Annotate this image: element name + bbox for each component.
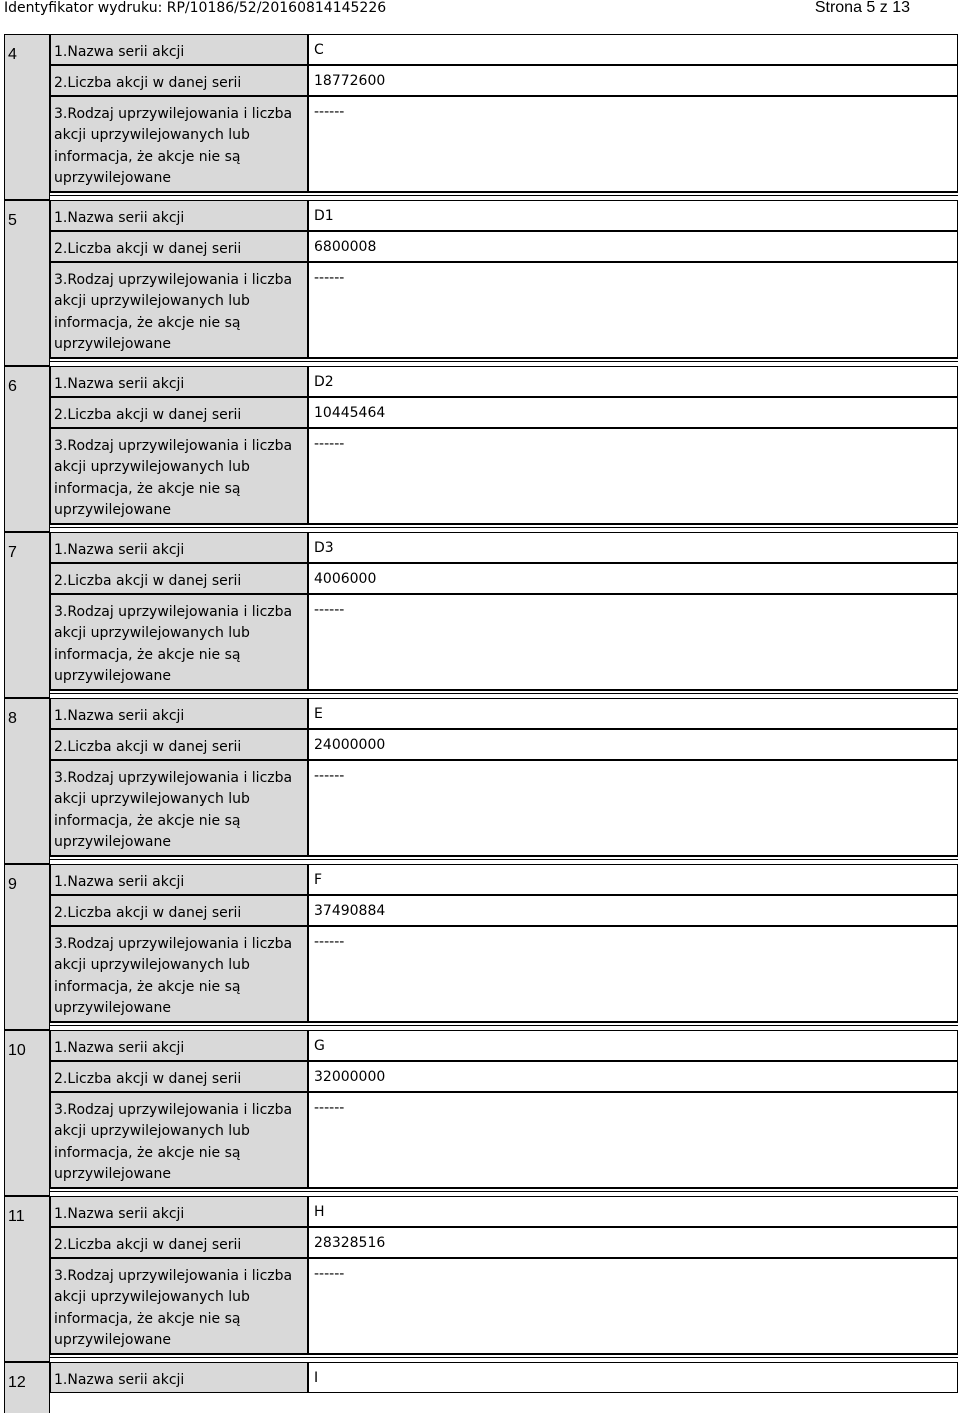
field-label: 2.Liczba akcji w danej serii — [54, 739, 242, 755]
series-name-value: G — [314, 1038, 325, 1054]
field-label: 3.Rodzaj uprzywilejowania i liczba akcji uprzywilejowanych lub informacja, że akcje nie są uprzywilejowane — [54, 604, 293, 684]
field-label-cell — [50, 262, 308, 358]
series-group — [4, 1196, 958, 1362]
series-group — [4, 1362, 958, 1413]
series-number: 8 — [8, 710, 17, 727]
row-separator — [50, 1354, 958, 1358]
field-value-cell — [308, 1227, 958, 1258]
field-label-cell — [50, 1362, 308, 1393]
series-count-row — [50, 1227, 958, 1258]
field-label-cell — [50, 366, 308, 397]
series-number-cell — [4, 532, 50, 698]
series-number-cell — [4, 200, 50, 366]
row-separator — [50, 690, 958, 694]
field-label: 2.Liczba akcji w danej serii — [54, 573, 242, 589]
field-value-cell — [308, 864, 958, 895]
series-count-row — [50, 729, 958, 760]
field-label: 1.Nazwa serii akcji — [54, 708, 185, 724]
series-count-row — [50, 65, 958, 96]
series-name-value: H — [314, 1204, 325, 1220]
field-label: 1.Nazwa serii akcji — [54, 874, 185, 890]
series-preference-row — [50, 1258, 958, 1354]
series-name-value: C — [314, 42, 324, 58]
series-number: 9 — [8, 876, 17, 893]
field-value-cell — [308, 1030, 958, 1061]
series-number: 12 — [8, 1374, 26, 1391]
field-label-cell — [50, 1227, 308, 1258]
field-label: 1.Nazwa serii akcji — [54, 376, 185, 392]
field-label: 3.Rodzaj uprzywilejowania i liczba akcji uprzywilejowanych lub informacja, że akcje nie są uprzywilejowane — [54, 1102, 293, 1182]
field-label: 1.Nazwa serii akcji — [54, 1040, 185, 1056]
series-name-row — [50, 532, 958, 563]
field-value-cell — [308, 926, 958, 1022]
field-value-cell — [308, 1196, 958, 1227]
field-value-cell — [308, 1092, 958, 1188]
field-value-cell — [308, 729, 958, 760]
field-value-cell — [308, 34, 958, 65]
series-number-cell — [4, 1196, 50, 1362]
field-value-cell — [308, 65, 958, 96]
field-value-cell — [308, 895, 958, 926]
row-separator — [50, 358, 958, 362]
series-count-row — [50, 231, 958, 262]
field-label: 1.Nazwa serii akcji — [54, 44, 185, 60]
series-number-cell — [4, 1362, 50, 1413]
field-label-cell — [50, 96, 308, 192]
series-preference-row — [50, 594, 958, 690]
series-name-row — [50, 864, 958, 895]
series-name-row — [50, 698, 958, 729]
field-value-cell — [308, 428, 958, 524]
series-group — [4, 200, 958, 366]
row-separator — [50, 856, 958, 860]
series-group — [4, 1030, 958, 1196]
series-name-row — [50, 200, 958, 231]
series-preference-row — [50, 428, 958, 524]
series-name-row — [50, 1030, 958, 1061]
series-count-value: 32000000 — [314, 1069, 386, 1085]
field-label-cell — [50, 760, 308, 856]
field-label-cell — [50, 1061, 308, 1092]
field-label: 3.Rodzaj uprzywilejowania i liczba akcji uprzywilejowanych lub informacja, że akcje nie są uprzywilejowane — [54, 936, 293, 1016]
print-identifier: Identyfikator wydruku: RP/10186/52/20160814145226 — [4, 0, 387, 16]
field-label: 3.Rodzaj uprzywilejowania i liczba akcji uprzywilejowanych lub informacja, że akcje nie są uprzywilejowane — [54, 770, 293, 850]
field-label-cell — [50, 895, 308, 926]
field-value-cell — [308, 1258, 958, 1354]
field-label: 2.Liczba akcji w danej serii — [54, 905, 242, 921]
field-label-cell — [50, 1092, 308, 1188]
field-value-cell — [308, 397, 958, 428]
series-number-cell — [4, 366, 50, 532]
series-number: 5 — [8, 212, 17, 229]
series-name-row — [50, 34, 958, 65]
field-label-cell — [50, 532, 308, 563]
series-preference-row — [50, 1092, 958, 1188]
field-label: 2.Liczba akcji w danej serii — [54, 241, 242, 257]
page-header — [0, 0, 960, 18]
field-label-cell — [50, 729, 308, 760]
series-count-row — [50, 397, 958, 428]
row-separator — [50, 524, 958, 528]
series-number-cell — [4, 698, 50, 864]
field-value-cell — [308, 1362, 958, 1393]
series-name-value: D1 — [314, 208, 334, 224]
series-number-cell — [4, 864, 50, 1030]
series-number: 10 — [8, 1042, 26, 1059]
series-preference-value: ------ — [314, 104, 345, 120]
share-series-table — [4, 34, 958, 1413]
field-value-cell — [308, 532, 958, 563]
field-value-cell — [308, 231, 958, 262]
series-name-row — [50, 366, 958, 397]
series-name-value: F — [314, 872, 323, 888]
field-value-cell — [308, 96, 958, 192]
series-name-value: D3 — [314, 540, 334, 556]
series-count-value: 10445464 — [314, 405, 386, 421]
field-value-cell — [308, 262, 958, 358]
field-label-cell — [50, 65, 308, 96]
series-name-value: E — [314, 706, 323, 722]
series-preference-value: ------ — [314, 768, 345, 784]
field-label: 3.Rodzaj uprzywilejowania i liczba akcji uprzywilejowanych lub informacja, że akcje nie są uprzywilejowane — [54, 438, 293, 518]
field-label-cell — [50, 428, 308, 524]
field-value-cell — [308, 200, 958, 231]
series-group — [4, 864, 958, 1030]
field-label: 2.Liczba akcji w danej serii — [54, 407, 242, 423]
series-preference-value: ------ — [314, 1266, 345, 1282]
series-count-value: 6800008 — [314, 239, 377, 255]
field-label: 3.Rodzaj uprzywilejowania i liczba akcji uprzywilejowanych lub informacja, że akcje nie są uprzywilejowane — [54, 272, 293, 352]
series-name-value: D2 — [314, 374, 334, 390]
field-value-cell — [308, 594, 958, 690]
series-group — [4, 34, 958, 200]
field-label: 2.Liczba akcji w danej serii — [54, 1071, 242, 1087]
row-separator — [50, 1188, 958, 1192]
field-value-cell — [308, 760, 958, 856]
field-label: 1.Nazwa serii akcji — [54, 542, 185, 558]
series-count-row — [50, 563, 958, 594]
field-label-cell — [50, 594, 308, 690]
series-name-value: I — [314, 1370, 319, 1386]
series-count-row — [50, 1061, 958, 1092]
field-label: 3.Rodzaj uprzywilejowania i liczba akcji uprzywilejowanych lub informacja, że akcje nie są uprzywilejowane — [54, 1268, 293, 1348]
field-label: 1.Nazwa serii akcji — [54, 210, 185, 226]
field-label-cell — [50, 926, 308, 1022]
series-preference-value: ------ — [314, 934, 345, 950]
series-group — [4, 532, 958, 698]
field-label: 3.Rodzaj uprzywilejowania i liczba akcji uprzywilejowanych lub informacja, że akcje nie są uprzywilejowane — [54, 106, 293, 186]
series-name-row — [50, 1362, 958, 1393]
series-number: 4 — [8, 46, 17, 63]
field-label: 1.Nazwa serii akcji — [54, 1206, 185, 1222]
field-label-cell — [50, 563, 308, 594]
series-count-value: 37490884 — [314, 903, 386, 919]
series-group — [4, 366, 958, 532]
series-number: 6 — [8, 378, 17, 395]
field-value-cell — [308, 1061, 958, 1092]
field-value-cell — [308, 366, 958, 397]
series-count-value: 4006000 — [314, 571, 377, 587]
page-number: Strona 5 z 13 — [814, 0, 910, 16]
field-label: 1.Nazwa serii akcji — [54, 1372, 185, 1388]
series-preference-value: ------ — [314, 1100, 345, 1116]
field-value-cell — [308, 698, 958, 729]
field-label-cell — [50, 1196, 308, 1227]
field-label-cell — [50, 200, 308, 231]
series-number-cell — [4, 1030, 50, 1196]
field-label-cell — [50, 1258, 308, 1354]
series-preference-value: ------ — [314, 270, 345, 286]
field-label-cell — [50, 231, 308, 262]
field-label-cell — [50, 698, 308, 729]
series-preference-row — [50, 926, 958, 1022]
series-number: 7 — [8, 544, 17, 561]
row-separator — [50, 192, 958, 196]
series-number: 11 — [8, 1208, 25, 1225]
series-count-row — [50, 895, 958, 926]
series-preference-value: ------ — [314, 436, 345, 452]
series-count-value: 28328516 — [314, 1235, 386, 1251]
field-label-cell — [50, 397, 308, 428]
series-number-cell — [4, 34, 50, 200]
series-preference-value: ------ — [314, 602, 345, 618]
field-label-cell — [50, 34, 308, 65]
series-count-value: 18772600 — [314, 73, 386, 89]
field-label: 2.Liczba akcji w danej serii — [54, 75, 242, 91]
field-label-cell — [50, 864, 308, 895]
field-label: 2.Liczba akcji w danej serii — [54, 1237, 242, 1253]
field-value-cell — [308, 563, 958, 594]
series-name-row — [50, 1196, 958, 1227]
series-group — [4, 698, 958, 864]
series-preference-row — [50, 96, 958, 192]
series-count-value: 24000000 — [314, 737, 386, 753]
series-preference-row — [50, 760, 958, 856]
row-separator — [50, 1022, 958, 1026]
series-preference-row — [50, 262, 958, 358]
field-label-cell — [50, 1030, 308, 1061]
